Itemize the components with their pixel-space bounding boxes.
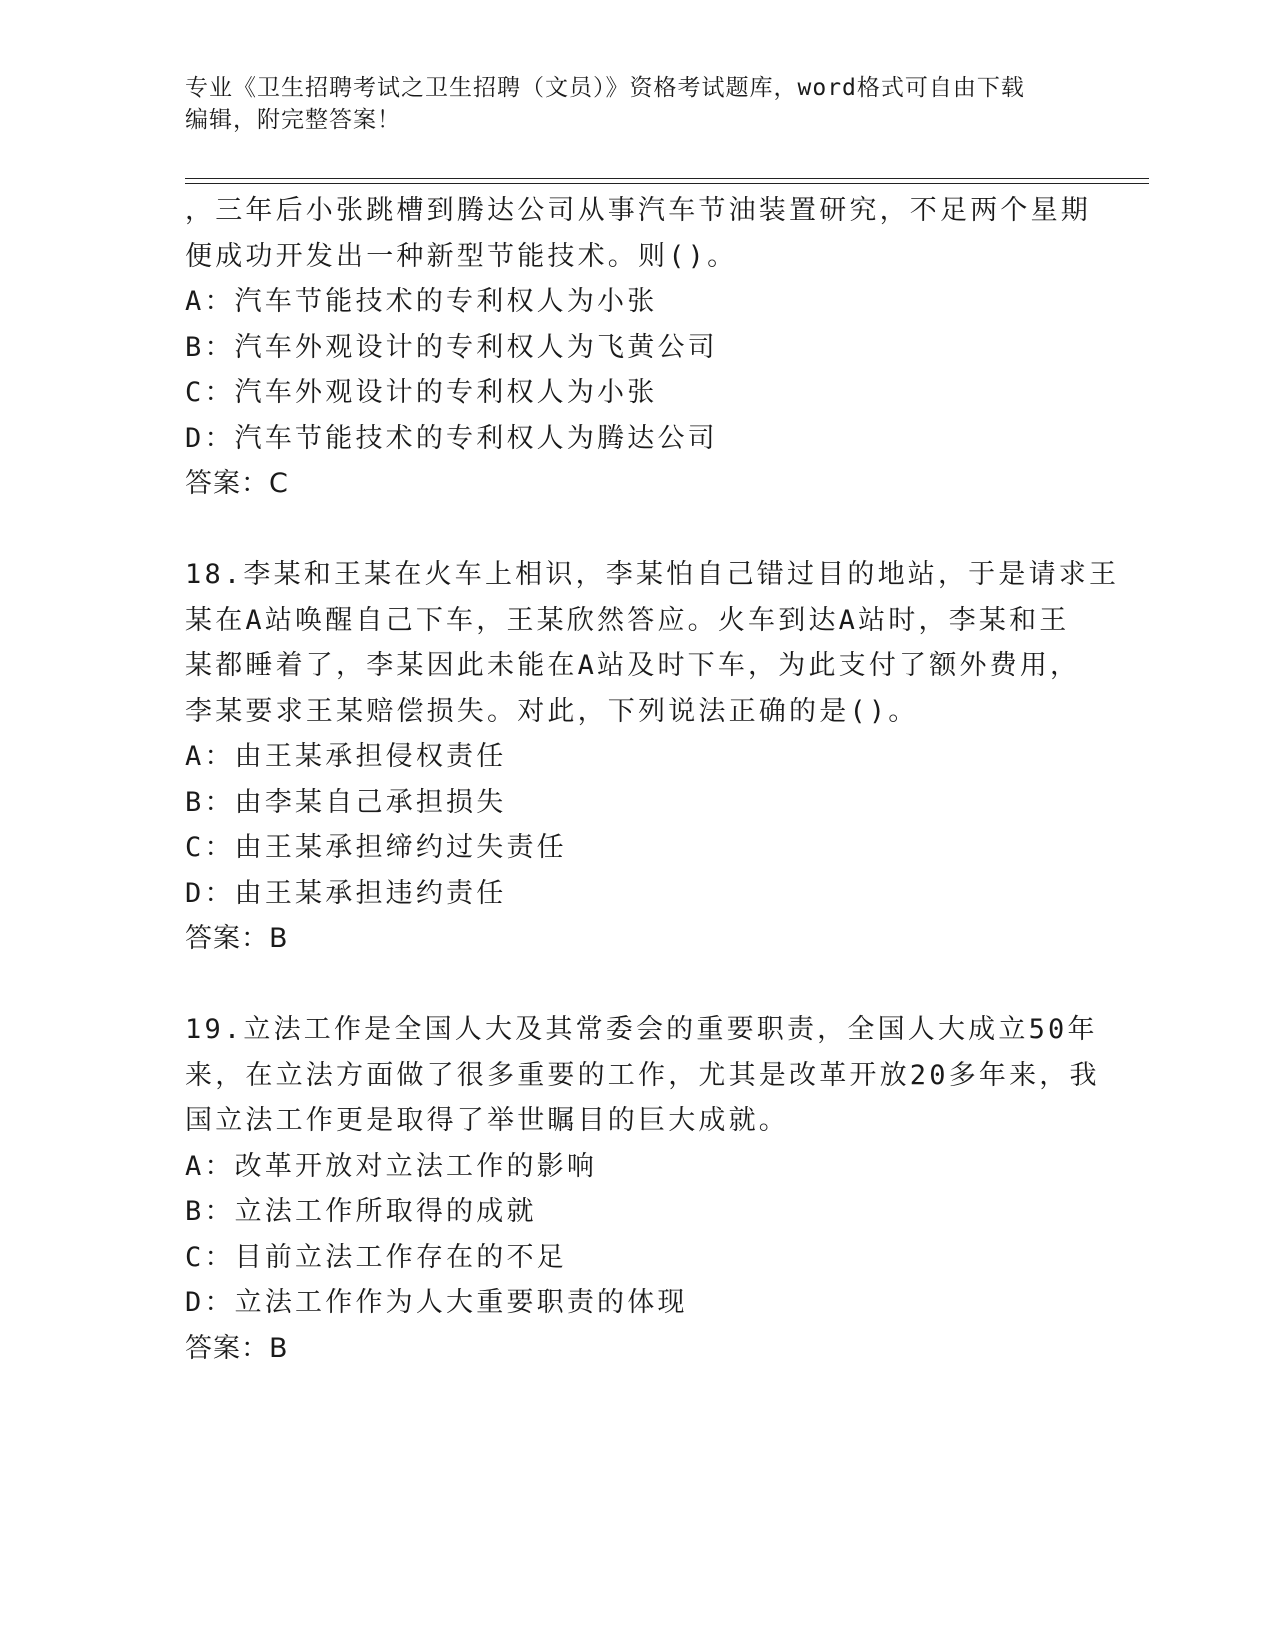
option-b: B：汽车外观设计的专利权人为飞黄公司 [185, 331, 718, 363]
option-a: A：汽车节能技术的专利权人为小张 [185, 286, 658, 317]
questions-body [185, 188, 1120, 1371]
option-a: A：改革开放对立法工作的影响 [185, 1150, 598, 1182]
question-text-line: 18.李某和王某在火车上相识，李某怕自己错过目的地站，于是请求王 [185, 559, 1120, 590]
question-text-line: 某在A站唤醒自己下车，王某欣然答应。火车到达A站时，李某和王 [185, 604, 1070, 636]
header-line-2: 编辑，附完整答案！ [185, 107, 401, 133]
option-b: B：立法工作所取得的成就 [185, 1196, 537, 1227]
option-d: D：由王某承担违约责任 [185, 877, 507, 909]
question-text-line: ，三年后小张跳槽到腾达公司从事汽车节油装置研究，不足两个星期 [185, 195, 1091, 226]
question-text-line: 国立法工作更是取得了举世瞩目的巨大成就。 [185, 1105, 789, 1136]
option-d: D：立法工作作为人大重要职责的体现 [185, 1287, 688, 1318]
question-text-line: 李某要求王某赔偿损失。对此，下列说法正确的是()。 [185, 695, 919, 727]
spacer [185, 507, 1085, 553]
question-19 [185, 1007, 1100, 1371]
option-c: C：目前立法工作存在的不足 [185, 1241, 567, 1273]
option-a: A：由王某承担侵权责任 [185, 741, 507, 772]
header-line-1: 专业《卫生招聘考试之卫生招聘（文员）》资格考试题库，word格式可自由下载 [185, 75, 1025, 101]
question-text-line: 便成功开发出一种新型节能技术。则()。 [185, 240, 738, 272]
question-17 [185, 188, 1091, 507]
option-c: C：由王某承担缔约过失责任 [185, 832, 567, 863]
spacer [185, 962, 1085, 1008]
question-text-line: 19.立法工作是全国人大及其常委会的重要职责，全国人大成立50年 [185, 1014, 1098, 1045]
question-text-line: 某都睡着了，李某因此未能在A站及时下车，为此支付了额外费用， [185, 650, 1081, 681]
question-18 [185, 552, 1120, 962]
question-text-line: 来，在立法方面做了很多重要的工作，尤其是改革开放20多年来，我 [185, 1059, 1100, 1091]
option-d: D：汽车节能技术的专利权人为腾达公司 [185, 422, 718, 454]
header-divider [185, 178, 1149, 184]
document-header [185, 72, 1065, 136]
answer-line: 答案：B [185, 923, 289, 954]
option-b: B：由李某自己承担损失 [185, 786, 507, 818]
answer-line: 答案：C [185, 468, 289, 499]
option-c: C：汽车外观设计的专利权人为小张 [185, 377, 658, 408]
answer-line: 答案：B [185, 1332, 289, 1364]
